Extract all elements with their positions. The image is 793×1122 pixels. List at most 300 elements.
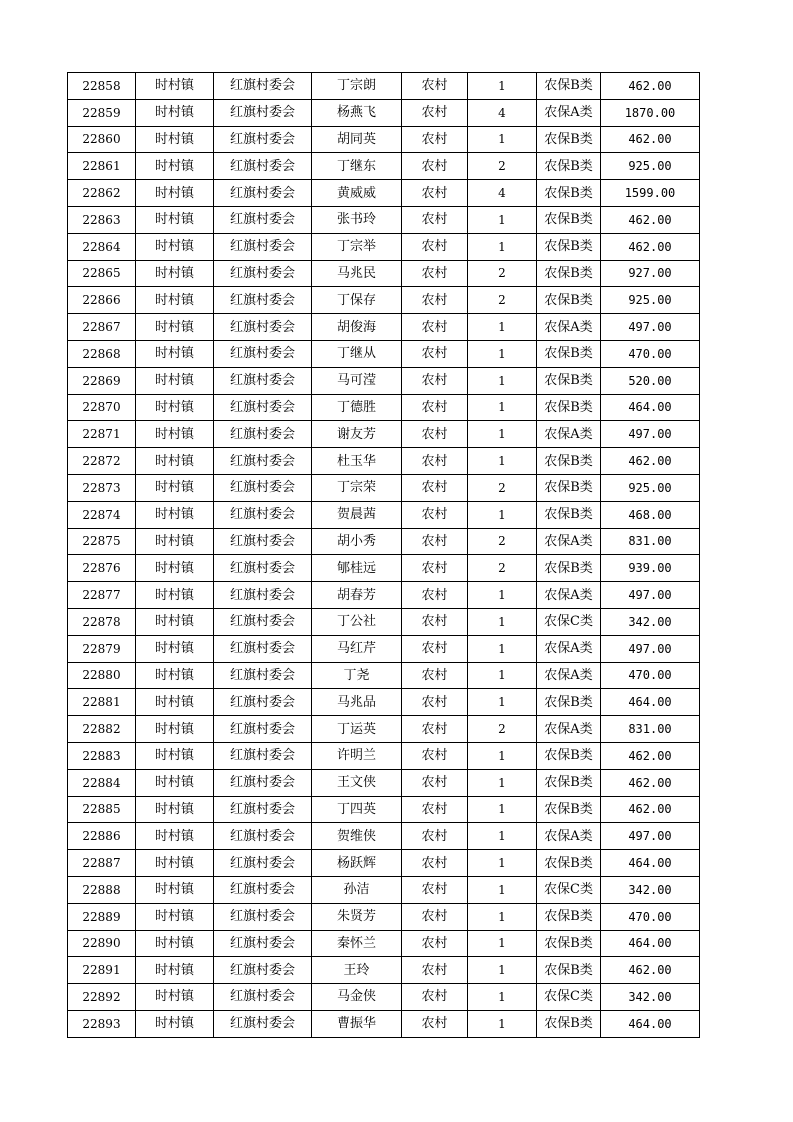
amount-cell: 520.00 <box>601 367 700 394</box>
amount-cell: 462.00 <box>601 448 700 475</box>
committee-cell: 红旗村委会 <box>214 876 312 903</box>
committee-cell: 红旗村委会 <box>214 73 312 100</box>
table-body <box>68 73 700 1038</box>
committee-cell: 红旗村委会 <box>214 180 312 207</box>
amount-cell: 925.00 <box>601 287 700 314</box>
serial-number-cell: 22864 <box>68 233 136 260</box>
household-type-cell: 农村 <box>402 206 468 233</box>
insurance-category-cell: 农保A类 <box>537 823 601 850</box>
amount-cell: 462.00 <box>601 957 700 984</box>
committee-cell: 红旗村委会 <box>214 501 312 528</box>
serial-number-cell: 22867 <box>68 314 136 341</box>
amount-cell: 464.00 <box>601 1010 700 1037</box>
amount-cell: 470.00 <box>601 340 700 367</box>
household-type-cell: 农村 <box>402 394 468 421</box>
committee-cell: 红旗村委会 <box>214 742 312 769</box>
insurance-category-cell: 农保B类 <box>537 448 601 475</box>
name-cell: 许明兰 <box>312 742 402 769</box>
insurance-category-cell: 农保B类 <box>537 930 601 957</box>
insurance-category-cell: 农保A类 <box>537 662 601 689</box>
committee-cell: 红旗村委会 <box>214 635 312 662</box>
amount-cell: 1870.00 <box>601 99 700 126</box>
insurance-category-cell: 农保B类 <box>537 394 601 421</box>
people-count-cell: 1 <box>468 448 537 475</box>
town-cell: 时村镇 <box>136 340 214 367</box>
serial-number-cell: 22870 <box>68 394 136 421</box>
people-count-cell: 2 <box>468 287 537 314</box>
table-row <box>68 126 700 153</box>
table-row <box>68 582 700 609</box>
amount-cell: 342.00 <box>601 984 700 1011</box>
people-count-cell: 4 <box>468 180 537 207</box>
town-cell: 时村镇 <box>136 635 214 662</box>
household-type-cell: 农村 <box>402 126 468 153</box>
insurance-category-cell: 农保B类 <box>537 555 601 582</box>
amount-cell: 464.00 <box>601 689 700 716</box>
serial-number-cell: 22877 <box>68 582 136 609</box>
amount-cell: 462.00 <box>601 126 700 153</box>
committee-cell: 红旗村委会 <box>214 153 312 180</box>
table-row <box>68 367 700 394</box>
table-row <box>68 850 700 877</box>
name-cell: 马金侠 <box>312 984 402 1011</box>
serial-number-cell: 22872 <box>68 448 136 475</box>
household-type-cell: 农村 <box>402 716 468 743</box>
committee-cell: 红旗村委会 <box>214 823 312 850</box>
committee-cell: 红旗村委会 <box>214 394 312 421</box>
people-count-cell: 1 <box>468 689 537 716</box>
household-type-cell: 农村 <box>402 287 468 314</box>
insurance-category-cell: 农保B类 <box>537 153 601 180</box>
committee-cell: 红旗村委会 <box>214 984 312 1011</box>
people-count-cell: 1 <box>468 769 537 796</box>
people-count-cell: 1 <box>468 421 537 448</box>
household-type-cell: 农村 <box>402 769 468 796</box>
household-type-cell: 农村 <box>402 635 468 662</box>
name-cell: 郇桂远 <box>312 555 402 582</box>
household-type-cell: 农村 <box>402 957 468 984</box>
serial-number-cell: 22858 <box>68 73 136 100</box>
people-count-cell: 4 <box>468 99 537 126</box>
committee-cell: 红旗村委会 <box>214 716 312 743</box>
town-cell: 时村镇 <box>136 823 214 850</box>
people-count-cell: 1 <box>468 957 537 984</box>
household-type-cell: 农村 <box>402 823 468 850</box>
name-cell: 丁保存 <box>312 287 402 314</box>
town-cell: 时村镇 <box>136 314 214 341</box>
household-type-cell: 农村 <box>402 260 468 287</box>
table-row <box>68 99 700 126</box>
town-cell: 时村镇 <box>136 796 214 823</box>
name-cell: 胡小秀 <box>312 528 402 555</box>
name-cell: 朱贤芳 <box>312 903 402 930</box>
insurance-category-cell: 农保A类 <box>537 421 601 448</box>
people-count-cell: 1 <box>468 876 537 903</box>
serial-number-cell: 22863 <box>68 206 136 233</box>
amount-cell: 497.00 <box>601 314 700 341</box>
amount-cell: 497.00 <box>601 823 700 850</box>
insurance-category-cell: 农保A类 <box>537 314 601 341</box>
name-cell: 马红芹 <box>312 635 402 662</box>
insurance-category-cell: 农保A类 <box>537 716 601 743</box>
people-count-cell: 1 <box>468 796 537 823</box>
household-type-cell: 农村 <box>402 314 468 341</box>
name-cell: 胡俊海 <box>312 314 402 341</box>
household-type-cell: 农村 <box>402 796 468 823</box>
people-count-cell: 1 <box>468 367 537 394</box>
table-row <box>68 340 700 367</box>
table-row <box>68 716 700 743</box>
committee-cell: 红旗村委会 <box>214 421 312 448</box>
town-cell: 时村镇 <box>136 716 214 743</box>
amount-cell: 342.00 <box>601 876 700 903</box>
amount-cell: 831.00 <box>601 716 700 743</box>
town-cell: 时村镇 <box>136 608 214 635</box>
serial-number-cell: 22888 <box>68 876 136 903</box>
serial-number-cell: 22891 <box>68 957 136 984</box>
amount-cell: 468.00 <box>601 501 700 528</box>
name-cell: 贺维侠 <box>312 823 402 850</box>
name-cell: 秦怀兰 <box>312 930 402 957</box>
insurance-category-cell: 农保B类 <box>537 796 601 823</box>
household-type-cell: 农村 <box>402 448 468 475</box>
people-count-cell: 1 <box>468 206 537 233</box>
serial-number-cell: 22860 <box>68 126 136 153</box>
committee-cell: 红旗村委会 <box>214 474 312 501</box>
name-cell: 王玲 <box>312 957 402 984</box>
insurance-category-cell: 农保B类 <box>537 689 601 716</box>
serial-number-cell: 22879 <box>68 635 136 662</box>
insurance-category-cell: 农保C类 <box>537 876 601 903</box>
committee-cell: 红旗村委会 <box>214 903 312 930</box>
table-row <box>68 180 700 207</box>
serial-number-cell: 22890 <box>68 930 136 957</box>
town-cell: 时村镇 <box>136 528 214 555</box>
committee-cell: 红旗村委会 <box>214 662 312 689</box>
amount-cell: 464.00 <box>601 930 700 957</box>
town-cell: 时村镇 <box>136 73 214 100</box>
name-cell: 胡春芳 <box>312 582 402 609</box>
serial-number-cell: 22884 <box>68 769 136 796</box>
people-count-cell: 1 <box>468 823 537 850</box>
town-cell: 时村镇 <box>136 555 214 582</box>
serial-number-cell: 22883 <box>68 742 136 769</box>
people-count-cell: 2 <box>468 474 537 501</box>
committee-cell: 红旗村委会 <box>214 260 312 287</box>
serial-number-cell: 22892 <box>68 984 136 1011</box>
insurance-category-cell: 农保B类 <box>537 957 601 984</box>
serial-number-cell: 22866 <box>68 287 136 314</box>
people-count-cell: 1 <box>468 314 537 341</box>
town-cell: 时村镇 <box>136 689 214 716</box>
people-count-cell: 2 <box>468 153 537 180</box>
name-cell: 胡同英 <box>312 126 402 153</box>
table-row <box>68 448 700 475</box>
amount-cell: 470.00 <box>601 903 700 930</box>
serial-number-cell: 22861 <box>68 153 136 180</box>
serial-number-cell: 22885 <box>68 796 136 823</box>
name-cell: 丁德胜 <box>312 394 402 421</box>
insurance-category-cell: 农保C类 <box>537 984 601 1011</box>
document-page <box>67 72 699 1038</box>
people-count-cell: 1 <box>468 903 537 930</box>
serial-number-cell: 22887 <box>68 850 136 877</box>
household-type-cell: 农村 <box>402 984 468 1011</box>
name-cell: 丁运英 <box>312 716 402 743</box>
town-cell: 时村镇 <box>136 930 214 957</box>
committee-cell: 红旗村委会 <box>214 314 312 341</box>
table-row <box>68 689 700 716</box>
insurance-category-cell: 农保A类 <box>537 582 601 609</box>
name-cell: 杨燕飞 <box>312 99 402 126</box>
people-count-cell: 1 <box>468 501 537 528</box>
town-cell: 时村镇 <box>136 394 214 421</box>
people-count-cell: 2 <box>468 260 537 287</box>
insurance-category-cell: 农保B类 <box>537 233 601 260</box>
table-row <box>68 555 700 582</box>
household-type-cell: 农村 <box>402 340 468 367</box>
town-cell: 时村镇 <box>136 99 214 126</box>
table-row <box>68 233 700 260</box>
committee-cell: 红旗村委会 <box>214 99 312 126</box>
serial-number-cell: 22878 <box>68 608 136 635</box>
table-row <box>68 153 700 180</box>
insurance-category-cell: 农保B类 <box>537 501 601 528</box>
people-count-cell: 2 <box>468 555 537 582</box>
serial-number-cell: 22882 <box>68 716 136 743</box>
table-row <box>68 608 700 635</box>
serial-number-cell: 22862 <box>68 180 136 207</box>
amount-cell: 462.00 <box>601 73 700 100</box>
insurance-category-cell: 农保B类 <box>537 260 601 287</box>
serial-number-cell: 22868 <box>68 340 136 367</box>
serial-number-cell: 22881 <box>68 689 136 716</box>
people-count-cell: 1 <box>468 635 537 662</box>
amount-cell: 462.00 <box>601 796 700 823</box>
amount-cell: 1599.00 <box>601 180 700 207</box>
name-cell: 丁四英 <box>312 796 402 823</box>
household-type-cell: 农村 <box>402 99 468 126</box>
serial-number-cell: 22865 <box>68 260 136 287</box>
table-row <box>68 796 700 823</box>
table-row <box>68 742 700 769</box>
amount-cell: 925.00 <box>601 153 700 180</box>
committee-cell: 红旗村委会 <box>214 528 312 555</box>
amount-cell: 342.00 <box>601 608 700 635</box>
serial-number-cell: 22869 <box>68 367 136 394</box>
name-cell: 丁宗朗 <box>312 73 402 100</box>
amount-cell: 925.00 <box>601 474 700 501</box>
amount-cell: 831.00 <box>601 528 700 555</box>
name-cell: 丁公社 <box>312 608 402 635</box>
table-row <box>68 206 700 233</box>
name-cell: 丁宗举 <box>312 233 402 260</box>
household-type-cell: 农村 <box>402 528 468 555</box>
committee-cell: 红旗村委会 <box>214 367 312 394</box>
town-cell: 时村镇 <box>136 501 214 528</box>
household-type-cell: 农村 <box>402 474 468 501</box>
amount-cell: 462.00 <box>601 206 700 233</box>
town-cell: 时村镇 <box>136 180 214 207</box>
name-cell: 马兆民 <box>312 260 402 287</box>
committee-cell: 红旗村委会 <box>214 448 312 475</box>
town-cell: 时村镇 <box>136 957 214 984</box>
insurance-category-cell: 农保B类 <box>537 73 601 100</box>
town-cell: 时村镇 <box>136 1010 214 1037</box>
people-count-cell: 2 <box>468 716 537 743</box>
town-cell: 时村镇 <box>136 287 214 314</box>
town-cell: 时村镇 <box>136 984 214 1011</box>
insurance-category-cell: 农保B类 <box>537 206 601 233</box>
amount-cell: 939.00 <box>601 555 700 582</box>
household-type-cell: 农村 <box>402 582 468 609</box>
insurance-category-cell: 农保B类 <box>537 769 601 796</box>
name-cell: 张书玲 <box>312 206 402 233</box>
table-row <box>68 823 700 850</box>
amount-cell: 462.00 <box>601 742 700 769</box>
table-row <box>68 528 700 555</box>
name-cell: 马兆品 <box>312 689 402 716</box>
name-cell: 谢友芳 <box>312 421 402 448</box>
amount-cell: 497.00 <box>601 421 700 448</box>
amount-cell: 462.00 <box>601 769 700 796</box>
serial-number-cell: 22874 <box>68 501 136 528</box>
committee-cell: 红旗村委会 <box>214 287 312 314</box>
name-cell: 丁尧 <box>312 662 402 689</box>
committee-cell: 红旗村委会 <box>214 555 312 582</box>
committee-cell: 红旗村委会 <box>214 126 312 153</box>
insurance-category-cell: 农保C类 <box>537 608 601 635</box>
name-cell: 杜玉华 <box>312 448 402 475</box>
amount-cell: 464.00 <box>601 850 700 877</box>
amount-cell: 497.00 <box>601 635 700 662</box>
insurance-category-cell: 农保B类 <box>537 742 601 769</box>
insurance-category-cell: 农保B类 <box>537 287 601 314</box>
town-cell: 时村镇 <box>136 582 214 609</box>
household-type-cell: 农村 <box>402 233 468 260</box>
people-count-cell: 2 <box>468 528 537 555</box>
serial-number-cell: 22876 <box>68 555 136 582</box>
committee-cell: 红旗村委会 <box>214 340 312 367</box>
committee-cell: 红旗村委会 <box>214 1010 312 1037</box>
town-cell: 时村镇 <box>136 206 214 233</box>
household-type-cell: 农村 <box>402 662 468 689</box>
table-row <box>68 394 700 421</box>
people-count-cell: 1 <box>468 742 537 769</box>
people-count-cell: 1 <box>468 233 537 260</box>
table-row <box>68 930 700 957</box>
serial-number-cell: 22893 <box>68 1010 136 1037</box>
insurance-category-cell: 农保B类 <box>537 367 601 394</box>
name-cell: 黄威威 <box>312 180 402 207</box>
household-type-cell: 农村 <box>402 850 468 877</box>
town-cell: 时村镇 <box>136 474 214 501</box>
household-type-cell: 农村 <box>402 501 468 528</box>
committee-cell: 红旗村委会 <box>214 608 312 635</box>
town-cell: 时村镇 <box>136 421 214 448</box>
serial-number-cell: 22875 <box>68 528 136 555</box>
table-row <box>68 635 700 662</box>
people-count-cell: 1 <box>468 582 537 609</box>
town-cell: 时村镇 <box>136 903 214 930</box>
table-row <box>68 287 700 314</box>
table-row <box>68 314 700 341</box>
insurance-category-cell: 农保B类 <box>537 340 601 367</box>
serial-number-cell: 22873 <box>68 474 136 501</box>
serial-number-cell: 22871 <box>68 421 136 448</box>
people-count-cell: 1 <box>468 126 537 153</box>
insurance-category-cell: 农保B类 <box>537 850 601 877</box>
serial-number-cell: 22889 <box>68 903 136 930</box>
name-cell: 曹振华 <box>312 1010 402 1037</box>
committee-cell: 红旗村委会 <box>214 957 312 984</box>
household-type-cell: 农村 <box>402 421 468 448</box>
name-cell: 丁继从 <box>312 340 402 367</box>
committee-cell: 红旗村委会 <box>214 206 312 233</box>
table-row <box>68 421 700 448</box>
people-count-cell: 1 <box>468 850 537 877</box>
people-count-cell: 1 <box>468 608 537 635</box>
town-cell: 时村镇 <box>136 367 214 394</box>
table-row <box>68 769 700 796</box>
town-cell: 时村镇 <box>136 153 214 180</box>
household-type-cell: 农村 <box>402 153 468 180</box>
people-count-cell: 1 <box>468 340 537 367</box>
committee-cell: 红旗村委会 <box>214 689 312 716</box>
name-cell: 王文侠 <box>312 769 402 796</box>
people-count-cell: 1 <box>468 930 537 957</box>
household-type-cell: 农村 <box>402 876 468 903</box>
name-cell: 孙洁 <box>312 876 402 903</box>
household-type-cell: 农村 <box>402 742 468 769</box>
insurance-category-cell: 农保A类 <box>537 99 601 126</box>
name-cell: 马可滢 <box>312 367 402 394</box>
serial-number-cell: 22886 <box>68 823 136 850</box>
insurance-category-cell: 农保B类 <box>537 180 601 207</box>
table-row <box>68 260 700 287</box>
household-type-cell: 农村 <box>402 367 468 394</box>
household-type-cell: 农村 <box>402 73 468 100</box>
insurance-category-cell: 农保A类 <box>537 528 601 555</box>
table-row <box>68 1010 700 1037</box>
household-type-cell: 农村 <box>402 1010 468 1037</box>
amount-cell: 462.00 <box>601 233 700 260</box>
committee-cell: 红旗村委会 <box>214 582 312 609</box>
people-count-cell: 1 <box>468 1010 537 1037</box>
town-cell: 时村镇 <box>136 662 214 689</box>
insurance-category-cell: 农保B类 <box>537 474 601 501</box>
amount-cell: 497.00 <box>601 582 700 609</box>
town-cell: 时村镇 <box>136 126 214 153</box>
insurance-category-cell: 农保B类 <box>537 126 601 153</box>
name-cell: 丁宗荣 <box>312 474 402 501</box>
committee-cell: 红旗村委会 <box>214 796 312 823</box>
table-row <box>68 474 700 501</box>
town-cell: 时村镇 <box>136 769 214 796</box>
serial-number-cell: 22880 <box>68 662 136 689</box>
town-cell: 时村镇 <box>136 876 214 903</box>
committee-cell: 红旗村委会 <box>214 233 312 260</box>
table-row <box>68 984 700 1011</box>
table-row <box>68 501 700 528</box>
people-count-cell: 1 <box>468 984 537 1011</box>
insurance-category-cell: 农保B类 <box>537 1010 601 1037</box>
name-cell: 贺晨茜 <box>312 501 402 528</box>
town-cell: 时村镇 <box>136 448 214 475</box>
household-type-cell: 农村 <box>402 608 468 635</box>
people-count-cell: 1 <box>468 73 537 100</box>
town-cell: 时村镇 <box>136 850 214 877</box>
